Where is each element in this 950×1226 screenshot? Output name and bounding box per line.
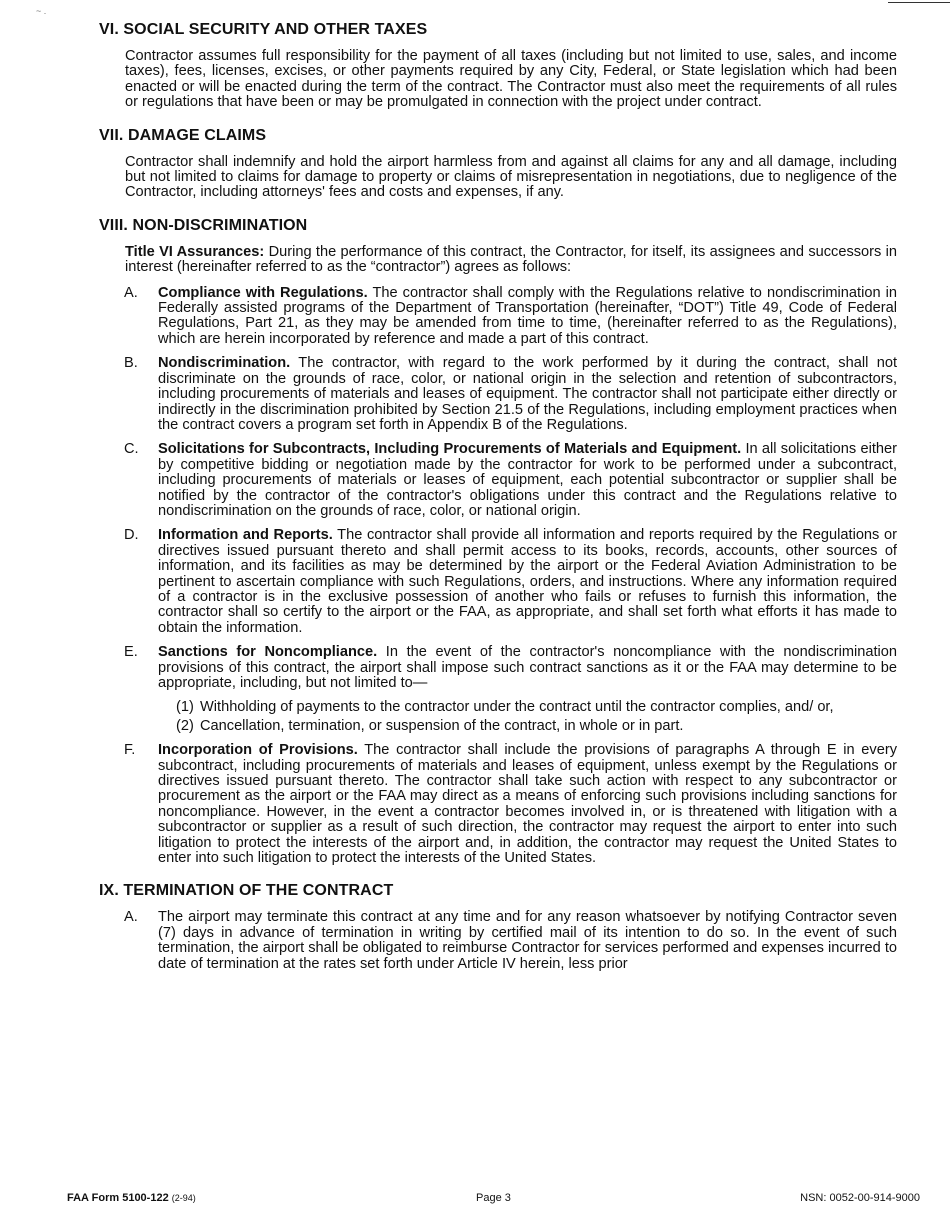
clause-letter: C. (124, 441, 139, 458)
clause-title: Information and Reports. (158, 527, 333, 544)
clause-letter: A. (124, 284, 138, 301)
clause-body (158, 645, 897, 691)
clause-letter: F. (124, 742, 136, 759)
section-ix-title: IX. TERMINATION OF THE CONTRACT (99, 882, 394, 900)
termination-clause-a (124, 909, 897, 972)
clause-text: The contractor shall provide all information and reports required by the Regulations or directives issued pursuant thereto and shall permit access to its books, records, accounts, other sources of information, and its facilities as may be determined by the airport or the Federal Aviation Administration to be pertinent to ascertain compliance with such Regulations, orders, and instructions. Where any information required of a contractor is in the exclusive possession of another who fails or refuses to furnish this information, the contractor shall so certify to the airport or the FAA, as appropriate, and shall set forth what efforts it has made to obtain the information. (158, 527, 897, 636)
clause-title: Incorporation of Provisions. (158, 742, 358, 759)
clause-letter: A. (124, 909, 138, 926)
clause-letter: D. (124, 527, 139, 544)
clause-text: The contractor shall include the provisions of paragraphs A through E in every subcontract, including procurements of materials and leases of equipment, unless exempt by the Regulations or directives issued pursuant thereto. The contractor shall take such action with respect to any subcontractor or procurement as the airport or the FAA may direct as a means of enforcing such provisions including sanctions for noncompliance. However, in the event a contractor becomes involved in, or is threatened with litigation with a subcontractor or supplier as a result of such direction, the contractor may request the airport to enter into such litigation to protect the interests of the airport and, in addition, the contractor may request the United States to enter into such litigation to protect the interests of the United States. (158, 742, 897, 867)
section-vii-text: Contractor shall indemnify and hold the airport harmless from and against all claims for any and all damage, including but not limited to claims for damage to property or claims of misrepresentation in negotiations, due to negligence of the Contractor, including attorneys' fees and costs and expenses, if any. (125, 153, 897, 201)
section-vii-title: VII. DAMAGE CLAIMS (99, 126, 267, 144)
section-vi-text: Contractor assumes full responsibility for the payment of all taxes (including but not limited to use, sales, and income taxes), fees, licenses, excises, or other payments required by any City, Federal, or State legislation which had been enacted or will be enacted during the term of the contract. The Contractor must also meet the requirements of all rules or regulations that have been or may be promulgated in connection with the project under contract. (125, 48, 897, 111)
section-viii-intro (125, 245, 897, 276)
form-revision: (2-94) (171, 1193, 196, 1203)
top-rule (888, 2, 950, 3)
page-number: Page 3 (476, 1192, 511, 1204)
form-name: FAA Form 5100-122 (67, 1192, 169, 1204)
section-ix (99, 882, 897, 972)
section-vii (99, 127, 897, 201)
section-viii-title: VIII. NON-DISCRIMINATION (99, 216, 308, 234)
clause-text: In all solicitations either by competitive bidding or negotiation made by the contractor for work to be performed under a subcontract, including procurements of materials or leases of equipment, each potential subcontractor or supplier shall be notified by the contractor of the contractor's obligations under this contract and the Regulations relative to nondiscrimination on the grounds of race, color, or national origin. (158, 441, 897, 519)
page-footer (67, 1192, 920, 1206)
clause-body: The airport may terminate this contract at any time and for any reason whatsoever by notifying Contractor seven (7) days in advance of termination in writing by certified mail of its intention to do so. In the event of such termination, the airport shall be obligated to reimburse Contractor for services performed and expenses incurred to date of termination at the rates set forth under Article IV herein, less prior (158, 909, 897, 972)
clause-body (158, 442, 897, 519)
clause-title: Nondiscrimination. (158, 355, 291, 372)
clause-title: Solicitations for Subcontracts, Including Procurements of Materials and Equipment. (158, 441, 742, 458)
clause-letter: E. (124, 644, 138, 661)
sanction-item (176, 700, 897, 715)
sanction-text: Withholding of payments to the contractor under the contract until the contractor complies, and/ or, (200, 699, 834, 716)
clause-c (124, 441, 897, 519)
clause-body (158, 743, 897, 866)
sanction-text: Cancellation, termination, or suspension of the contract, in whole or in part. (200, 717, 684, 734)
nsn-number: NSN: 0052-00-914-9000 (800, 1192, 920, 1204)
clause-b (124, 355, 897, 433)
document-body (99, 21, 897, 988)
intro-lead: Title VI Assurances: (125, 243, 265, 260)
clause-letter: B. (124, 355, 138, 372)
sanction-number: (1) (176, 699, 194, 716)
clause-a (124, 284, 897, 348)
clause-text: The contractor shall comply with the Regulations relative to nondiscrimination in Federally assisted programs of the Department of Transportation (hereinafter, “DOT”) Title 49, Code of Federal Regulations, Part 21, as they may be amended from time to time, (hereinafter referred to as the Regulations), which are herein incorporated by reference and made a part of this contract. (158, 284, 897, 347)
clause-text: In the event of the contractor's noncompliance with the nondiscrimination provisions of this contract, the airport shall impose such contract sanctions as it or the FAA may determine to be appropriate, including, but not limited to— (158, 644, 897, 691)
form-id (67, 1192, 196, 1204)
clause-title: Compliance with Regulations. (158, 284, 368, 301)
intro-text: During the performance of this contract, the Contractor, for itself, its assignees and successors in interest (hereinafter referred to as the “contractor”) agrees as follows: (125, 243, 897, 276)
section-vi (99, 21, 897, 111)
scan-mark: ~ . (36, 6, 47, 16)
section-viii (99, 217, 897, 867)
clause-title: Sanctions for Noncompliance. (158, 644, 378, 661)
clause-body (158, 356, 897, 433)
sanction-item (176, 719, 897, 734)
sanction-number: (2) (176, 717, 194, 734)
clause-text: The contractor, with regard to the work performed by it during the contract, shall not discriminate on the grounds of race, color, or national origin in the selection and retention of subcontractors, including procurements of materials and leases of equipment. The contractor shall not participate either directly or indirectly in the discrimination prohibited by Section 21.5 of the Regulations, including employment practices when the contract covers a program set forth in Appendix B of the Regulations. (158, 355, 897, 433)
clause-e (124, 644, 897, 734)
clause-f (124, 742, 897, 867)
clause-body (158, 528, 897, 636)
clause-d (124, 527, 897, 636)
clause-body (158, 286, 897, 348)
sanctions-list (176, 700, 897, 734)
section-vi-title: VI. SOCIAL SECURITY AND OTHER TAXES (99, 21, 428, 38)
